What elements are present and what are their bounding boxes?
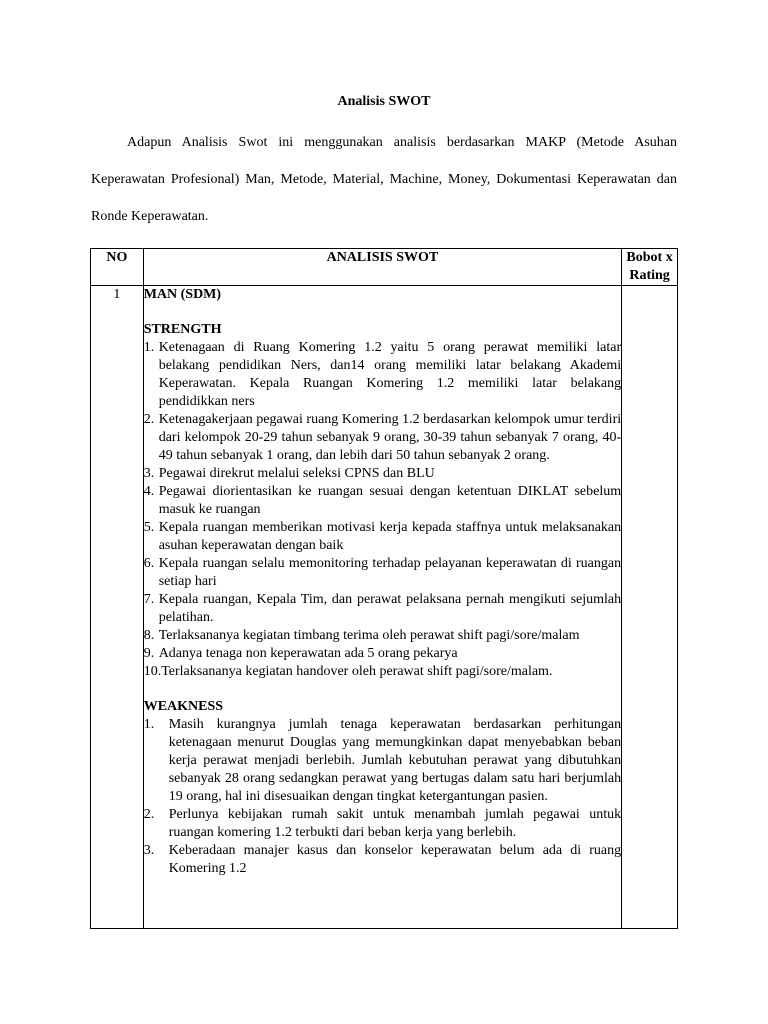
strength-item-number: 6. (143, 556, 155, 571)
strength-item (144, 339, 621, 411)
strength-item (144, 591, 621, 627)
row-bobot-cell (622, 286, 678, 929)
weakness-item-number: 1. (143, 717, 155, 732)
strength-item (144, 555, 621, 591)
strength-item-number: 2. (143, 412, 155, 427)
strength-item (144, 663, 621, 681)
header-no: NO (91, 249, 144, 286)
strength-item (144, 483, 621, 519)
strength-item-text: Ketenagaan di Ruang Komering 1.2 yaitu 5 orang perawat memiliki latar belakang pendidikan Ners, dan14 orang memiliki latar belakang Akademi Keperawatan. Kepala Ruangan Komering 1.2 memiliki latar belakang pendidikkan ners (158, 340, 622, 409)
weakness-item-number: 2. (143, 807, 155, 822)
strength-item-number: 7. (143, 592, 155, 607)
row-number: 1 (91, 286, 144, 929)
header-analisis: ANALISIS SWOT (143, 249, 621, 286)
weakness-item (144, 806, 621, 842)
strength-item-number: 8. (143, 628, 155, 643)
strength-item-text: Kepala ruangan selalu memonitoring terhadap pelayanan keperawatan di ruangan setiap hari (158, 556, 622, 589)
strength-item-text: Pegawai diorientasikan ke ruangan sesuai dengan ketentuan DIKLAT sebelum masuk ke ruangan (158, 484, 622, 517)
strength-item-text: Kepala ruangan memberikan motivasi kerja kepada staffnya untuk melaksanakan asuhan keperawatan dengan baik (158, 520, 622, 553)
strength-title: STRENGTH (143, 322, 222, 337)
strength-item-number: 3. (143, 466, 155, 481)
strength-item-number: 5. (143, 520, 155, 535)
weakness-item-text: Perlunya kebijakan rumah sakit untuk menambah jumlah pegawai untuk ruangan komering 1.2 terbukti dari beban kerja yang berlebih. (168, 807, 622, 840)
weakness-list (144, 716, 621, 878)
strength-item (144, 645, 621, 663)
strength-item-number: 1. (143, 340, 155, 355)
strength-item (144, 627, 621, 645)
document-title: Analisis SWOT (337, 94, 431, 109)
table-row (91, 286, 678, 929)
weakness-item-text: Masih kurangnya jumlah tenaga keperawatan berdasarkan perhitungan ketenagaan menurut Douglas yang memungkinkan dapat menyebabkan beban kerja perawat menjadi berlebih. Jumlah kebutuhan perawat yang dibutuhkan sebanyak 28 orang sedangkan perawat yang bertugas dalam satu hari berjumlah 19 orang, hal ini disesuaikan dengan tingkat ketergantungan pasien. (168, 717, 622, 804)
weakness-title: WEAKNESS (143, 699, 224, 714)
header-bobot: Bobot x Rating (622, 249, 678, 286)
weakness-item-text: Keberadaan manajer kasus dan konselor keperawatan belum ada di ruang Komering 1.2 (168, 843, 622, 876)
section-title: MAN (SDM) (143, 287, 222, 302)
strength-item-text: Terlaksananya kegiatan timbang terima oleh perawat shift pagi/sore/malam (158, 628, 580, 643)
intro-paragraph: Adapun Analisis Swot ini menggunakan analisis berdasarkan MAKP (Metode Asuhan Keperawatan Profesional) Man, Metode, Material, Machine, Money, Dokumentasi Keperawatan dan Ronde Keperawatan. (91, 135, 677, 224)
strength-item (144, 411, 621, 465)
weakness-item (144, 716, 621, 806)
strength-item-text: Adanya tenaga non keperawatan ada 5 orang pekarya (158, 646, 458, 661)
strength-item-text: Ketenagakerjaan pegawai ruang Komering 1.2 berdasarkan kelompok umur terdiri dari kelompok 20-29 tahun sebanyak 9 orang, 30-39 tahun sebanyak 7 orang, 40-49 tahun sebanyak 1 orang, dan lebih dari 50 tahun sebanyak 2 orang. (158, 412, 622, 463)
row-analysis-cell (143, 286, 621, 929)
strength-item-text: Terlaksananya kegiatan handover oleh perawat shift pagi/sore/malam. (161, 664, 553, 679)
table-header-row (91, 249, 678, 286)
strength-list (144, 339, 621, 681)
swot-table (90, 248, 678, 929)
weakness-item (144, 842, 621, 878)
strength-item-text: Pegawai direkrut melalui seleksi CPNS dan BLU (158, 466, 435, 481)
strength-item-number: 10. (143, 664, 162, 679)
weakness-item-number: 3. (143, 843, 155, 858)
strength-item-number: 4. (143, 484, 155, 499)
strength-item (144, 465, 621, 483)
strength-item (144, 519, 621, 555)
strength-item-number: 9. (143, 646, 155, 661)
strength-item-text: Kepala ruangan, Kepala Tim, dan perawat pelaksana pernah mengikuti sejumlah pelatihan. (158, 592, 622, 625)
